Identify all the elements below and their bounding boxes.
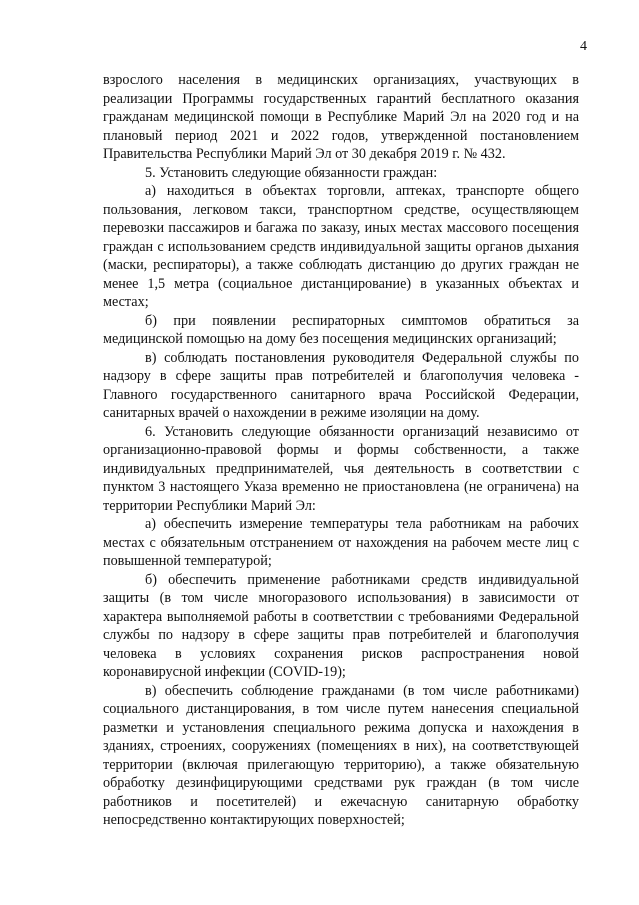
paragraph-continuation: взрослого населения в медицинских организациях, участвующих в реализации Программы государственных гарантий бесплатного оказания гражданам медицинской помощи в Республике Марий Эл на 2020 год и на плановый период 2021 и 2022 годов, утвержденной постановлением Правительства Республики Марий Эл от 30 декабря 2019 г. № 432. xyxy=(103,72,579,162)
paragraph-item-6a: а) обеспечить измерение температуры тела работникам на рабочих местах с обязательным отстранением от нахождения на рабочем месте лиц с повышенной температурой; xyxy=(103,516,579,569)
paragraph-item-5b: б) при появлении респираторных симптомов обратиться за медицинской помощью на дому без посещения медицинских организаций; xyxy=(103,312,579,347)
paragraph-item-6b: б) обеспечить применение работниками средств индивидуальной защиты (в том числе многоразового использования) в зависимости от характера выполняемой работы в соответствии с требованиями Федеральной службы по надзору в сфере защиты прав потребителей и благополучия человека в условиях сохранения рисков распространения новой коронавирусной инфекции (COVID-19); xyxy=(103,571,579,680)
paragraph-item-6v: в) обеспечить соблюдение гражданами (в том числе работниками) социального дистанцирования, в том числе путем нанесения специальной разметки и установления специального режима допуска и нахождения в зданиях, строениях, сооружениях (помещениях в них), на соответствующей территории (включая прилегающую территорию), а также обязательную обработку дезинфицирующими средствами рук граждан (в том числе работников и посетителей) и ежечасную санитарную обработку непосредственно контактирующих поверхностей; xyxy=(103,682,579,828)
paragraph-item-5a: а) находиться в объектах торговли, аптеках, транспорте общего пользования, легковом такси, транспортном средстве, осуществляющем перевозки пассажиров и багажа по заказу, иных местах массового посещения граждан с использованием средств индивидуальной защиты органов дыхания (маски, респираторы), а также соблюдать дистанцию до других граждан не менее 1,5 метра (социальное дистанцирование) в указанных объектах и местах; xyxy=(103,183,579,310)
document-body xyxy=(103,71,579,830)
paragraph-item-6: 6. Установить следующие обязанности организаций независимо от организационно-правовой формы и формы собственности, а также индивидуальных предпринимателей, чья деятельность в соответствии с пунктом 3 настоящего Указа временно не приостановлена (не ограничена) на территории Республики Марий Эл: xyxy=(103,423,579,514)
page-number: 4 xyxy=(580,39,587,54)
paragraph-item-5v: в) соблюдать постановления руководителя Федеральной службы по надзору в сфере защиты прав потребителей и благополучия человека - Главного государственного санитарного врача Российской Федерации, санитарных врачей о нахождении в режиме изоляции на дому. xyxy=(103,349,579,421)
paragraph-item-5: 5. Установить следующие обязанности граждан: xyxy=(145,164,438,181)
